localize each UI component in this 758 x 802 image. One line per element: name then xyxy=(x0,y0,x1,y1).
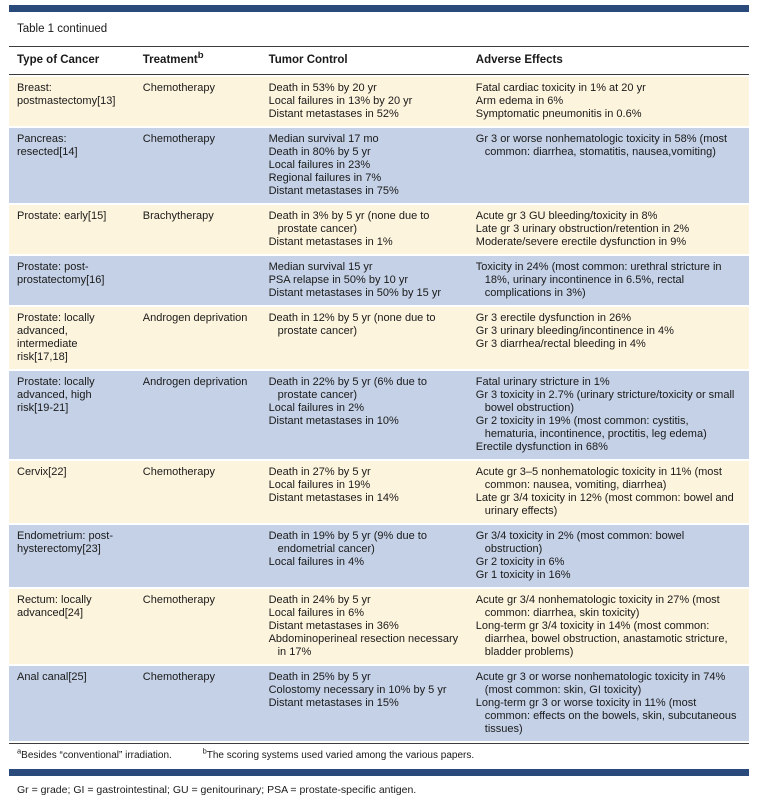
cell-adverse-effects xyxy=(468,666,749,741)
cell-treatment: Androgen deprivation xyxy=(135,307,261,369)
cell-adverse-effects xyxy=(468,525,749,587)
table-row xyxy=(9,666,749,741)
cell-line: Distant metastases in 75% xyxy=(268,185,399,197)
footnotes xyxy=(9,744,749,769)
cell-line: Distant metastases in 15% xyxy=(268,697,399,709)
footnote-marker-b: b xyxy=(197,50,204,62)
cell-cancer: Breast: postmastectomy[13] xyxy=(9,77,135,126)
cell-line: Long-term gr 3/4 toxicity in 14% (most common: diarrhea, bowel obstruction, anastamotic stricture, bladder problems) xyxy=(475,620,728,658)
cell-line: Local failures in 19% xyxy=(268,479,371,491)
column-header-label: Tumor Control xyxy=(268,54,348,66)
cell-line: Fatal cardiac toxicity in 1% at 20 yr xyxy=(475,82,646,94)
cell-treatment xyxy=(135,256,261,305)
cell-tumor-control xyxy=(261,525,468,587)
table-row xyxy=(9,77,749,126)
cell-cancer: Cervix[22] xyxy=(9,461,135,523)
cell-line: Late gr 3 urinary obstruction/retention in 2% xyxy=(475,223,690,235)
cell-line: Long-term gr 3 or worse toxicity in 11% (most common: effects on the bowels, skin, subcutaneous tissues) xyxy=(475,697,737,735)
cell-line: Local failures in 13% by 20 yr xyxy=(268,95,413,107)
cell-treatment: Chemotherapy xyxy=(135,589,261,664)
cell-tumor-control xyxy=(261,256,468,305)
cell-adverse-effects xyxy=(468,256,749,305)
cell-cancer: Prostate: locally advanced, high risk[19-21] xyxy=(9,371,135,459)
cell-line: Death in 25% by 5 yr xyxy=(268,671,371,683)
cell-line: Gr 3 erectile dysfunction in 26% xyxy=(475,312,632,324)
cell-line: Death in 19% by 5 yr (9% due to endometrial cancer) xyxy=(268,530,427,555)
abbreviations-note: Gr = grade; GI = gastrointestinal; GU = genitourinary; PSA = prostate-specific antigen. xyxy=(17,784,417,796)
cell-adverse-effects xyxy=(468,307,749,369)
bottom-rule-bar xyxy=(9,769,749,776)
cell-line: Local failures in 4% xyxy=(268,556,364,568)
cell-cancer: Endometrium: post-hysterectomy[23] xyxy=(9,525,135,587)
top-rule-bar xyxy=(9,5,749,12)
footnote-b xyxy=(202,746,475,761)
cell-line: Gr 2 toxicity in 19% (most common: cystitis, hematuria, incontinence, proctitis, leg edema) xyxy=(475,415,707,440)
cell-line: Toxicity in 24% (most common: urethral stricture in 18%, urinary incontinence in 6.5%, rectal complications in 3%) xyxy=(475,261,722,299)
cell-cancer: Anal canal[25] xyxy=(9,666,135,741)
cell-line: Distant metastases in 50% by 15 yr xyxy=(268,287,442,299)
cell-adverse-effects xyxy=(468,589,749,664)
cell-line: Gr 3 toxicity in 2.7% (urinary stricture/toxicity or small bowel obstruction) xyxy=(475,389,735,414)
cell-adverse-effects xyxy=(468,128,749,203)
cell-line: Moderate/severe erectile dysfunction in 9% xyxy=(475,236,687,248)
cell-line: Gr 3 or worse nonhematologic toxicity in 58% (most common: diarrhea, stomatitis, nausea,vomiting) xyxy=(475,133,728,158)
cell-line: Median survival 15 yr xyxy=(268,261,373,273)
table-title: Table 1 continued xyxy=(17,23,108,35)
cell-treatment: Chemotherapy xyxy=(135,461,261,523)
cell-line: Acute gr 3 GU bleeding/toxicity in 8% xyxy=(475,210,658,222)
footnote-marker-a: a xyxy=(17,746,22,756)
cell-line: Local failures in 2% xyxy=(268,402,364,414)
footnote-a xyxy=(17,746,172,761)
cell-line: Acute gr 3 or worse nonhematologic toxicity in 74% (most common: skin, GI toxicity) xyxy=(475,671,726,696)
column-header-label: Treatment xyxy=(142,54,198,66)
cell-line: Distant metastases in 1% xyxy=(268,236,393,248)
table-body xyxy=(9,77,749,741)
cell-tumor-control xyxy=(261,128,468,203)
table-row xyxy=(9,589,749,664)
column-header-type-of-cancer xyxy=(9,46,135,75)
cell-treatment: Chemotherapy xyxy=(135,128,261,203)
column-header-treatment xyxy=(135,46,261,75)
footnote-a-text: Besides “conventional” irradiation. xyxy=(21,750,172,761)
cell-line: Late gr 3/4 toxicity in 12% (most common: bowel and urinary effects) xyxy=(475,492,734,517)
column-header-label: Adverse Effects xyxy=(475,54,563,66)
cell-line: Gr 3 urinary bleeding/incontinence in 4% xyxy=(475,325,674,337)
cell-line: Death in 22% by 5 yr (6% due to prostate cancer) xyxy=(268,376,427,401)
cell-line: Symptomatic pneumonitis in 0.6% xyxy=(475,108,642,120)
cell-line: Distant metastases in 52% xyxy=(268,108,399,120)
cell-tumor-control xyxy=(261,589,468,664)
cell-line: Gr 3/4 toxicity in 2% (most common: bowel obstruction) xyxy=(475,530,685,555)
cell-treatment: Brachytherapy xyxy=(135,205,261,254)
cell-treatment: Androgen deprivation xyxy=(135,371,261,459)
table-row xyxy=(9,205,749,254)
cell-line: Arm edema in 6% xyxy=(475,95,564,107)
cell-line: Abdominoperineal resection necessary in 17% xyxy=(268,633,459,658)
cell-line: Local failures in 6% xyxy=(268,607,364,619)
table-row xyxy=(9,307,749,369)
cell-line: Distant metastases in 14% xyxy=(268,492,399,504)
cell-adverse-effects xyxy=(468,205,749,254)
cell-tumor-control xyxy=(261,666,468,741)
cell-line: Distant metastases in 10% xyxy=(268,415,399,427)
column-header-adverse-effects xyxy=(468,46,749,75)
cell-line: Colostomy necessary in 10% by 5 yr xyxy=(268,684,447,696)
cell-cancer: Prostate: early[15] xyxy=(9,205,135,254)
cell-tumor-control xyxy=(261,307,468,369)
cell-line: Median survival 17 mo xyxy=(268,133,379,145)
table-row xyxy=(9,128,749,203)
cell-tumor-control xyxy=(261,371,468,459)
cell-line: Local failures in 23% xyxy=(268,159,371,171)
cell-line: Erectile dysfunction in 68% xyxy=(475,441,608,453)
footnote-b-text: The scoring systems used varied among the various papers. xyxy=(206,750,475,761)
table-row xyxy=(9,461,749,523)
cell-line: Death in 53% by 20 yr xyxy=(268,82,377,94)
cell-tumor-control xyxy=(261,205,468,254)
table-row xyxy=(9,256,749,305)
cell-cancer: Rectum: locally advanced[24] xyxy=(9,589,135,664)
cell-line: Gr 3 diarrhea/rectal bleeding in 4% xyxy=(475,338,646,350)
data-table xyxy=(9,44,749,743)
cell-line: Death in 12% by 5 yr (none due to prostate cancer) xyxy=(268,312,436,337)
cell-line: Fatal urinary stricture in 1% xyxy=(475,376,610,388)
cell-adverse-effects xyxy=(468,371,749,459)
cell-tumor-control xyxy=(261,77,468,126)
cell-line: Acute gr 3/4 nonhematologic toxicity in 27% (most common: diarrhea, skin toxicity) xyxy=(475,594,720,619)
header-row xyxy=(9,46,749,75)
cell-cancer: Pancreas: resected[14] xyxy=(9,128,135,203)
cell-line: Death in 24% by 5 yr xyxy=(268,594,371,606)
cell-line: Gr 2 toxicity in 6% xyxy=(475,556,565,568)
cell-line: Death in 3% by 5 yr (none due to prostate cancer) xyxy=(268,210,430,235)
cell-adverse-effects xyxy=(468,77,749,126)
cell-cancer: Prostate: post-prostatectomy[16] xyxy=(9,256,135,305)
cell-treatment: Chemotherapy xyxy=(135,666,261,741)
cell-adverse-effects xyxy=(468,461,749,523)
cell-line: PSA relapse in 50% by 10 yr xyxy=(268,274,409,286)
table-row xyxy=(9,525,749,587)
column-header-tumor-control xyxy=(261,46,468,75)
cell-line: Death in 80% by 5 yr xyxy=(268,146,371,158)
cell-line: Death in 27% by 5 yr xyxy=(268,466,371,478)
cell-cancer: Prostate: locally advanced, intermediate risk[17,18] xyxy=(9,307,135,369)
cell-treatment xyxy=(135,525,261,587)
cell-line: Acute gr 3–5 nonhematologic toxicity in 11% (most common: nausea, vomiting, diarrhea) xyxy=(475,466,722,491)
column-header-label: Type of Cancer xyxy=(17,54,100,66)
cell-line: Regional failures in 7% xyxy=(268,172,382,184)
cell-line: Gr 1 toxicity in 16% xyxy=(475,569,571,581)
footnote-marker-b: b xyxy=(202,746,207,756)
cell-tumor-control xyxy=(261,461,468,523)
cell-treatment: Chemotherapy xyxy=(135,77,261,126)
table-row xyxy=(9,371,749,459)
cell-line: Distant metastases in 36% xyxy=(268,620,399,632)
